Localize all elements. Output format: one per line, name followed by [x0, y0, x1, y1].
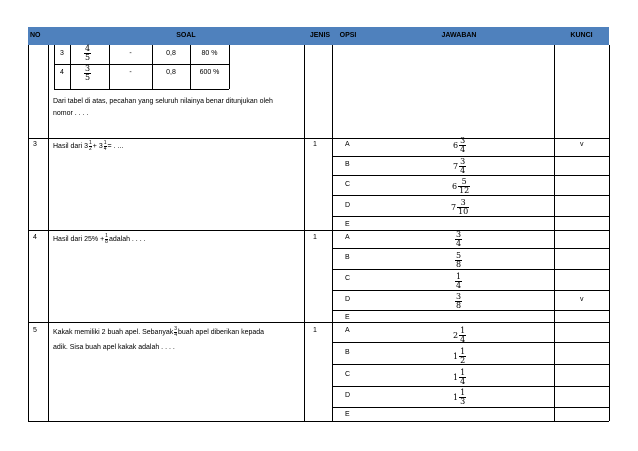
- question-type: 1: [313, 234, 317, 241]
- option-label: B: [345, 349, 350, 356]
- header-jenis: JENIS: [309, 32, 331, 39]
- answer-fraction: $\frac{5}{8}$: [456, 251, 462, 269]
- option-separator: [332, 269, 609, 270]
- question-type: 1: [313, 327, 317, 334]
- option-label: C: [345, 181, 351, 188]
- answer-fraction: 7 $\frac{3}{10}$: [451, 198, 469, 216]
- option-label: C: [345, 371, 351, 378]
- inner-cell-dash: -: [129, 69, 132, 76]
- question-text: Hasil dari 25% + 1 8 adalah . . . .: [53, 233, 146, 245]
- option-label: E: [345, 314, 350, 321]
- inner-row-border: [54, 89, 229, 90]
- answer-fraction: 6 $\frac{5}{12}$: [452, 177, 470, 195]
- row-border: [28, 421, 609, 422]
- option-label: B: [345, 161, 350, 168]
- option-label: D: [345, 296, 351, 303]
- answer-fraction: 6 $\frac{3}{4}$: [453, 136, 466, 154]
- option-separator: [332, 386, 609, 387]
- option-separator: [332, 290, 609, 291]
- inner-cell-no: 3: [60, 50, 64, 57]
- option-label: A: [345, 234, 350, 241]
- answer-fraction: 1 $\frac{1}{2}$: [453, 347, 466, 365]
- question-text: nomor . . . .: [53, 110, 89, 117]
- question-text: Kakak memiliki 2 buah apel. Sebanyak 3 4 buah apel diberikan kepada: [53, 326, 265, 338]
- option-separator: [332, 310, 609, 311]
- row-border: [28, 322, 609, 323]
- table-header: [28, 27, 609, 45]
- question-number: 4: [33, 234, 37, 241]
- option-label: E: [345, 221, 350, 228]
- row-border: [28, 230, 609, 231]
- question-number: 3: [33, 141, 37, 148]
- option-label: C: [345, 275, 351, 282]
- grid-line: [304, 45, 305, 421]
- answer-fraction: $\frac{1}{4}$: [456, 272, 462, 290]
- answer-fraction: $\frac{3}{8}$: [456, 292, 462, 310]
- grid-line: [28, 45, 29, 421]
- option-label: D: [345, 202, 351, 209]
- option-separator: [332, 342, 609, 343]
- option-label: A: [345, 141, 350, 148]
- option-separator: [332, 216, 609, 217]
- option-label: D: [345, 392, 351, 399]
- header-opsi: OPSI: [339, 32, 357, 39]
- inner-cell-dash: -: [129, 50, 132, 57]
- inner-cell-no: 4: [60, 69, 64, 76]
- answer-key-mark: v: [580, 296, 584, 303]
- answer-fraction: 7 $\frac{3}{4}$: [453, 157, 466, 175]
- grid-line: [609, 45, 610, 421]
- inner-cell-percent: 80 %: [201, 50, 218, 57]
- answer-fraction: 1 $\frac{1}{4}$: [453, 368, 466, 386]
- inner-grid-line: [70, 45, 71, 89]
- question-text: adik. Sisa buah apel kakak adalah . . . .: [53, 344, 175, 351]
- inner-cell-decimal: 0,8: [166, 69, 176, 76]
- header-kunci: KUNCI: [570, 32, 593, 39]
- grid-line: [48, 45, 49, 421]
- option-label: B: [345, 254, 350, 261]
- option-label: E: [345, 411, 350, 418]
- row-border: [28, 138, 609, 139]
- inner-cell-fraction: $\frac{3}{5}$: [85, 64, 91, 82]
- option-separator: [332, 195, 609, 196]
- answer-key-mark: v: [580, 141, 584, 148]
- option-separator: [332, 407, 609, 408]
- inner-cell-percent: 600 %: [199, 69, 220, 76]
- answer-fraction: 2 $\frac{1}{4}$: [453, 326, 466, 344]
- option-separator: [332, 156, 609, 157]
- header-no: NO: [30, 32, 41, 39]
- option-separator: [332, 248, 609, 249]
- answer-fraction: 1 $\frac{1}{3}$: [453, 388, 466, 406]
- header-jawaban: JAWABAN: [441, 32, 477, 39]
- question-text: Hasil dari 3 1 2 + 3 1 4 = . ...: [53, 140, 124, 152]
- inner-cell-fraction: $\frac{4}{5}$: [85, 44, 91, 62]
- option-separator: [332, 364, 609, 365]
- option-label: A: [345, 327, 350, 334]
- question-number: 5: [33, 327, 37, 334]
- header-soal: SOAL: [176, 32, 196, 39]
- question-text: Dari tabel di atas, pecahan yang seluruh nilainya benar ditunjukan oleh: [53, 98, 273, 105]
- inner-cell-decimal: 0,8: [166, 50, 176, 57]
- option-separator: [332, 175, 609, 176]
- inner-row-border: [54, 64, 229, 65]
- question-type: 1: [313, 141, 317, 148]
- answer-fraction: $\frac{3}{4}$: [456, 230, 462, 248]
- inner-grid-line: [229, 45, 230, 89]
